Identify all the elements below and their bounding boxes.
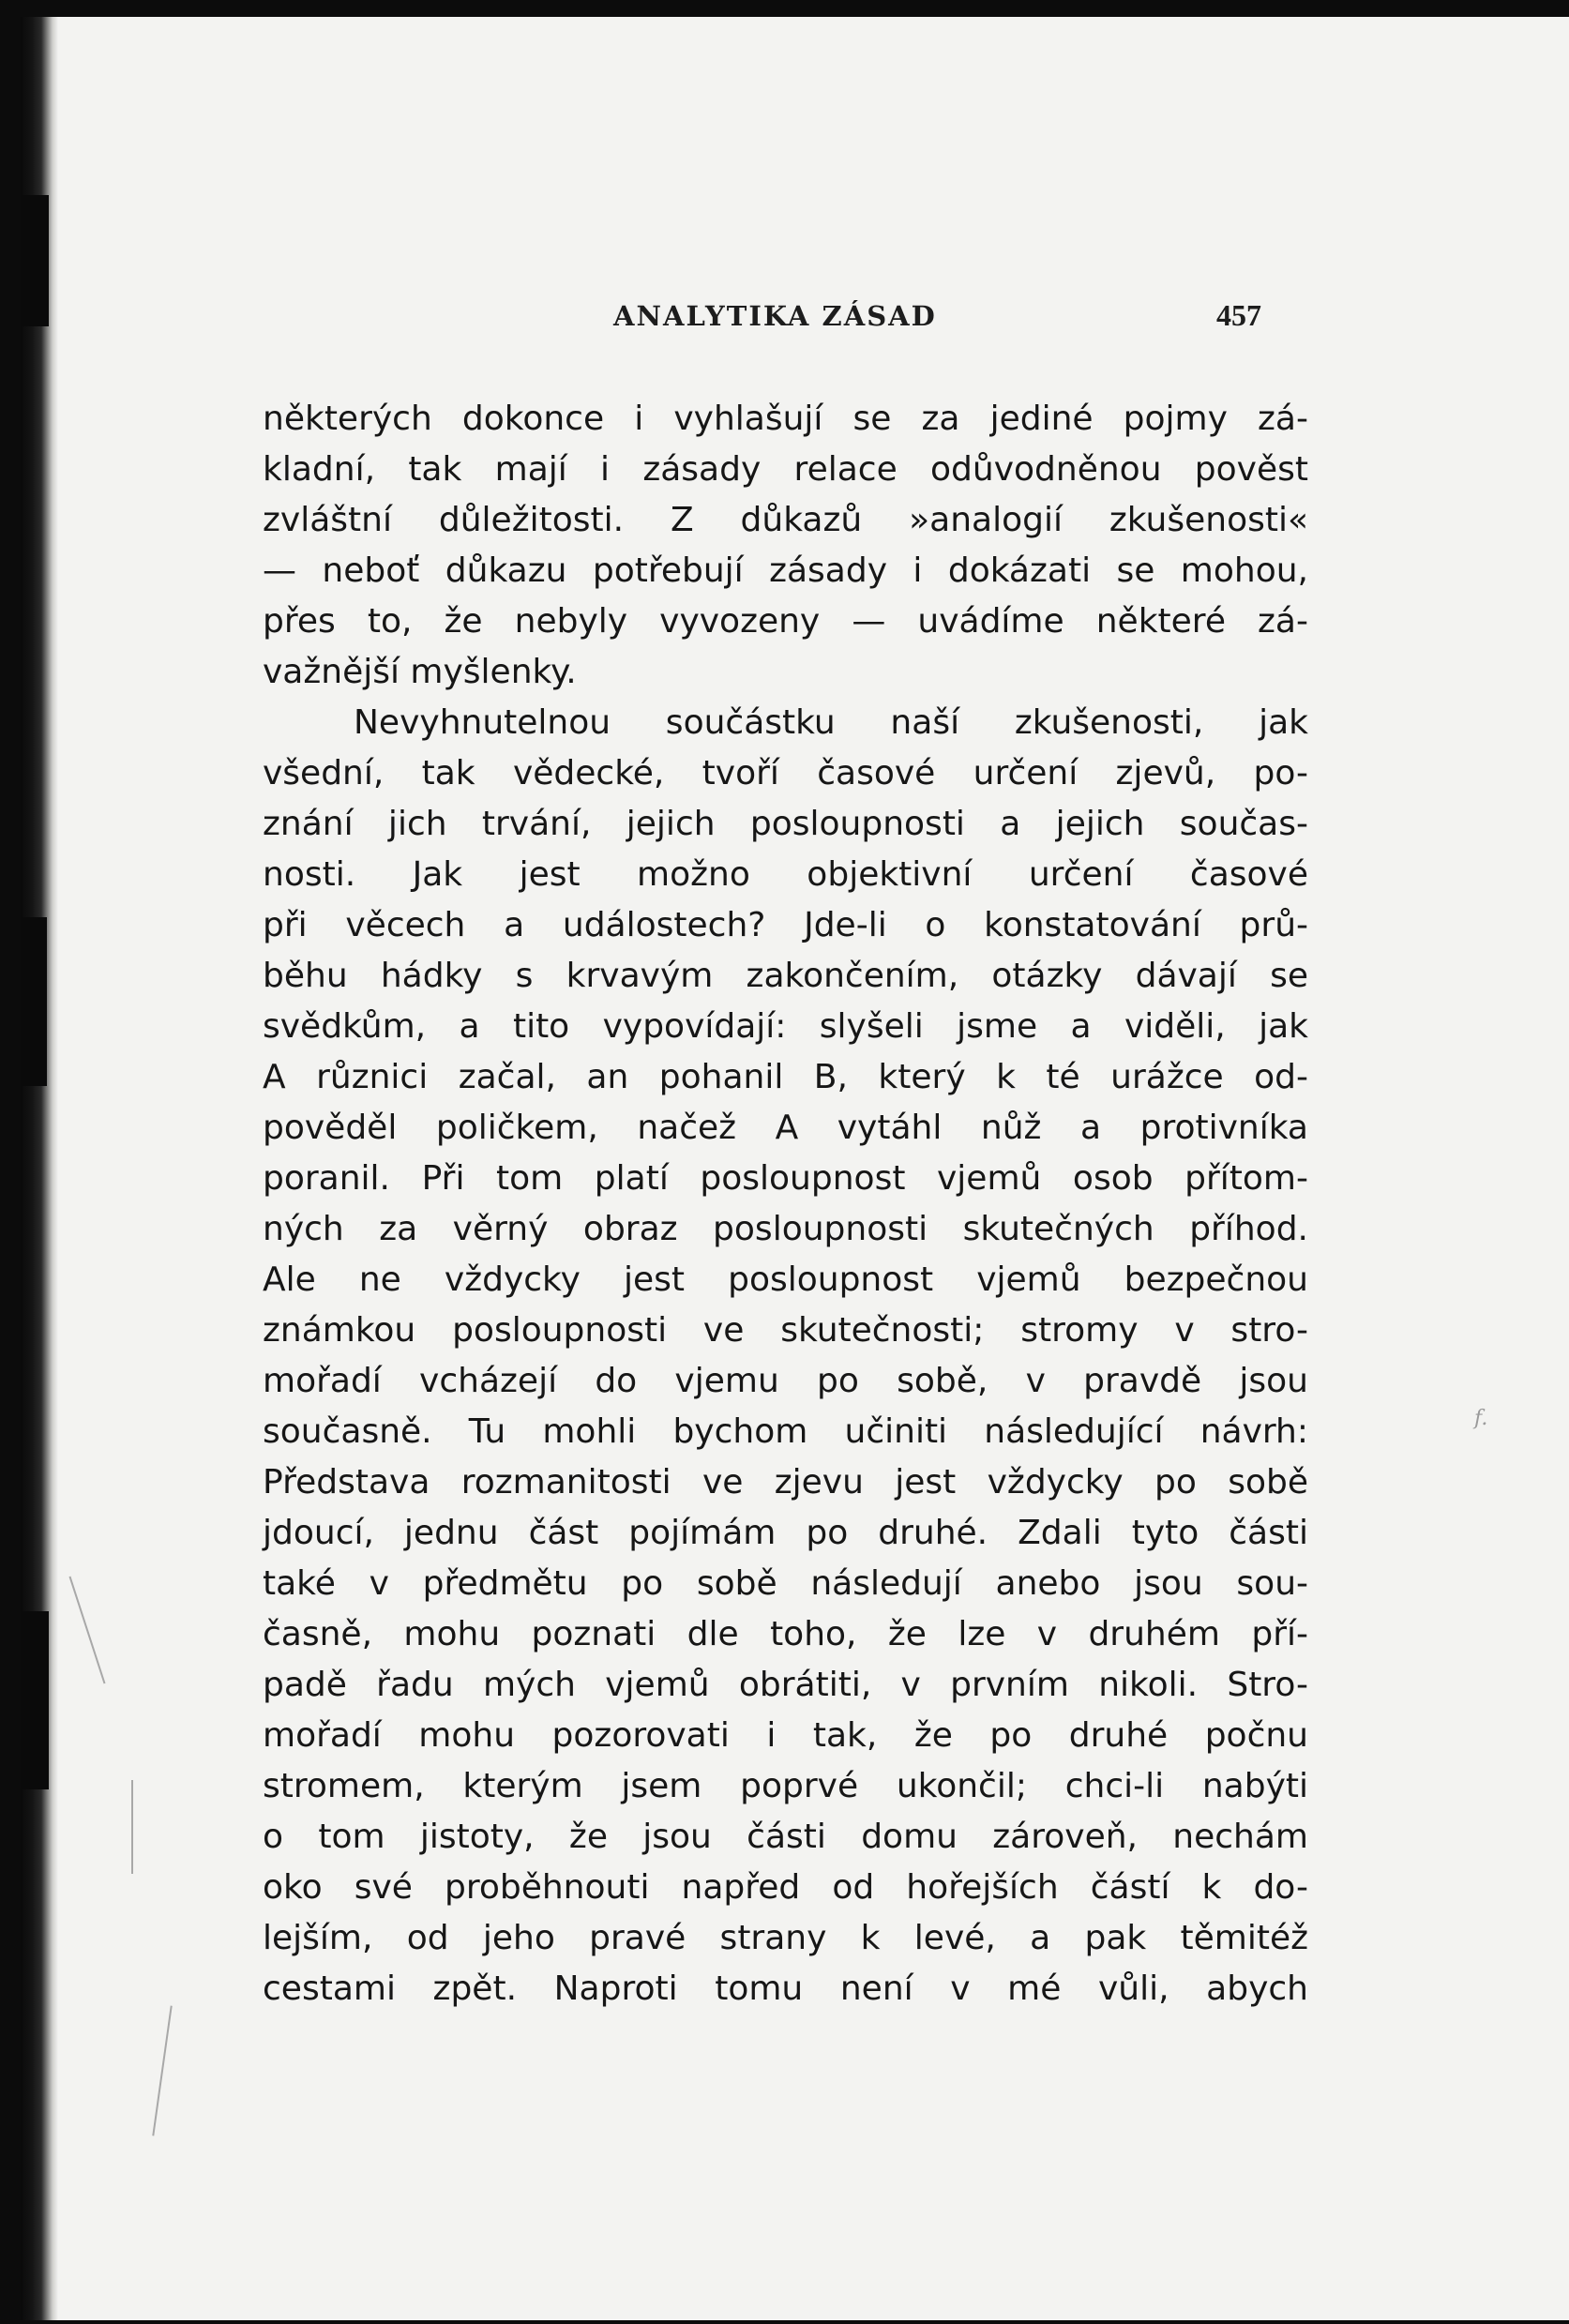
text-line: při věcech a událostech? Jde-li o konstatování prů- — [263, 906, 1308, 944]
text-line: lejším, od jeho pravé strany k levé, a pak těmitéž — [263, 1919, 1308, 1957]
running-head: ANALYTIKA ZÁSAD — [613, 300, 937, 332]
text-line: kladní, tak mají i zásady relace odůvodněnou pověst — [263, 450, 1308, 489]
text-line: cestami zpět. Naproti tomu není v mé vůli, abych — [263, 1969, 1308, 2008]
binding-edge — [21, 17, 58, 2320]
text-line: časně, mohu poznati dle toho, že lze v druhém pří- — [263, 1615, 1308, 1653]
binding-mark — [21, 917, 47, 1086]
binding-mark — [21, 1611, 49, 1789]
text-line: jdoucí, jednu část pojímám po druhé. Zdali tyto části — [263, 1514, 1308, 1552]
text-line: Nevyhnutelnou součástku naší zkušenosti, jak — [354, 703, 1308, 742]
text-line: o tom jistoty, že jsou části domu zároveň, nechám — [263, 1818, 1308, 1856]
margin-pencil-stroke — [69, 1577, 106, 1684]
text-line: přes to, že nebyly vyvozeny — uvádíme některé zá- — [263, 602, 1308, 641]
text-line: ných za věrný obraz posloupnosti skutečných příhod. — [263, 1210, 1308, 1248]
text-line: známkou posloupnosti ve skutečnosti; stromy v stro- — [263, 1311, 1308, 1350]
page-number: 457 — [1216, 298, 1261, 332]
margin-pencil-stroke — [131, 1780, 133, 1874]
text-line: některých dokonce i vyhlašují se za jediné pojmy zá- — [263, 400, 1308, 438]
text-line: stromem, kterým jsem poprvé ukončil; chci-li nabýti — [263, 1767, 1308, 1805]
text-line: A různici začal, an pohanil B, který k té urážce od- — [263, 1058, 1308, 1096]
text-line: zvláštní důležitosti. Z důkazů »analogií zkušenosti« — [263, 501, 1308, 539]
book-page — [21, 17, 1569, 2320]
text-line: oko své proběhnouti napřed od hořejších částí k do- — [263, 1868, 1308, 1907]
text-line: Představa rozmanitosti ve zjevu jest vždycky po sobě — [263, 1463, 1308, 1502]
margin-pencil-stroke — [152, 2006, 172, 2136]
text-line: svědkům, a tito vypovídají: slyšeli jsme a viděli, jak — [263, 1007, 1308, 1046]
text-line: nosti. Jak jest možno objektivní určení časové — [263, 855, 1308, 894]
text-line: všední, tak vědecké, tvoří časové určení zjevů, po- — [263, 754, 1308, 792]
text-line: pověděl poličkem, načež A vytáhl nůž a protivníka — [263, 1109, 1308, 1147]
text-line: važnější myšlenky. — [263, 653, 577, 691]
body-text — [263, 394, 1308, 2015]
text-line: padě řadu mých vjemů obrátiti, v prvním nikoli. Stro- — [263, 1666, 1308, 1704]
text-line: Ale ne vždycky jest posloupnost vjemů bezpečnou — [263, 1260, 1308, 1299]
text-line: mořadí vcházejí do vjemu po sobě, v pravdě jsou — [263, 1362, 1308, 1400]
text-line: poranil. Při tom platí posloupnost vjemů osob přítom- — [263, 1159, 1308, 1198]
margin-note: f. — [1474, 1407, 1488, 1430]
text-line: mořadí mohu pozorovati i tak, že po druhé počnu — [263, 1716, 1308, 1755]
text-line: znání jich trvání, jejich posloupnosti a jejich součas- — [263, 805, 1308, 843]
text-line: současně. Tu mohli bychom učiniti následující návrh: — [263, 1412, 1308, 1451]
text-line: — neboť důkazu potřebují zásady i dokázati se mohou, — [263, 551, 1308, 590]
text-line: také v předmětu po sobě následují anebo jsou sou- — [263, 1564, 1308, 1603]
page-header — [21, 300, 1569, 338]
text-line: běhu hádky s krvavým zakončením, otázky dávají se — [263, 957, 1308, 995]
